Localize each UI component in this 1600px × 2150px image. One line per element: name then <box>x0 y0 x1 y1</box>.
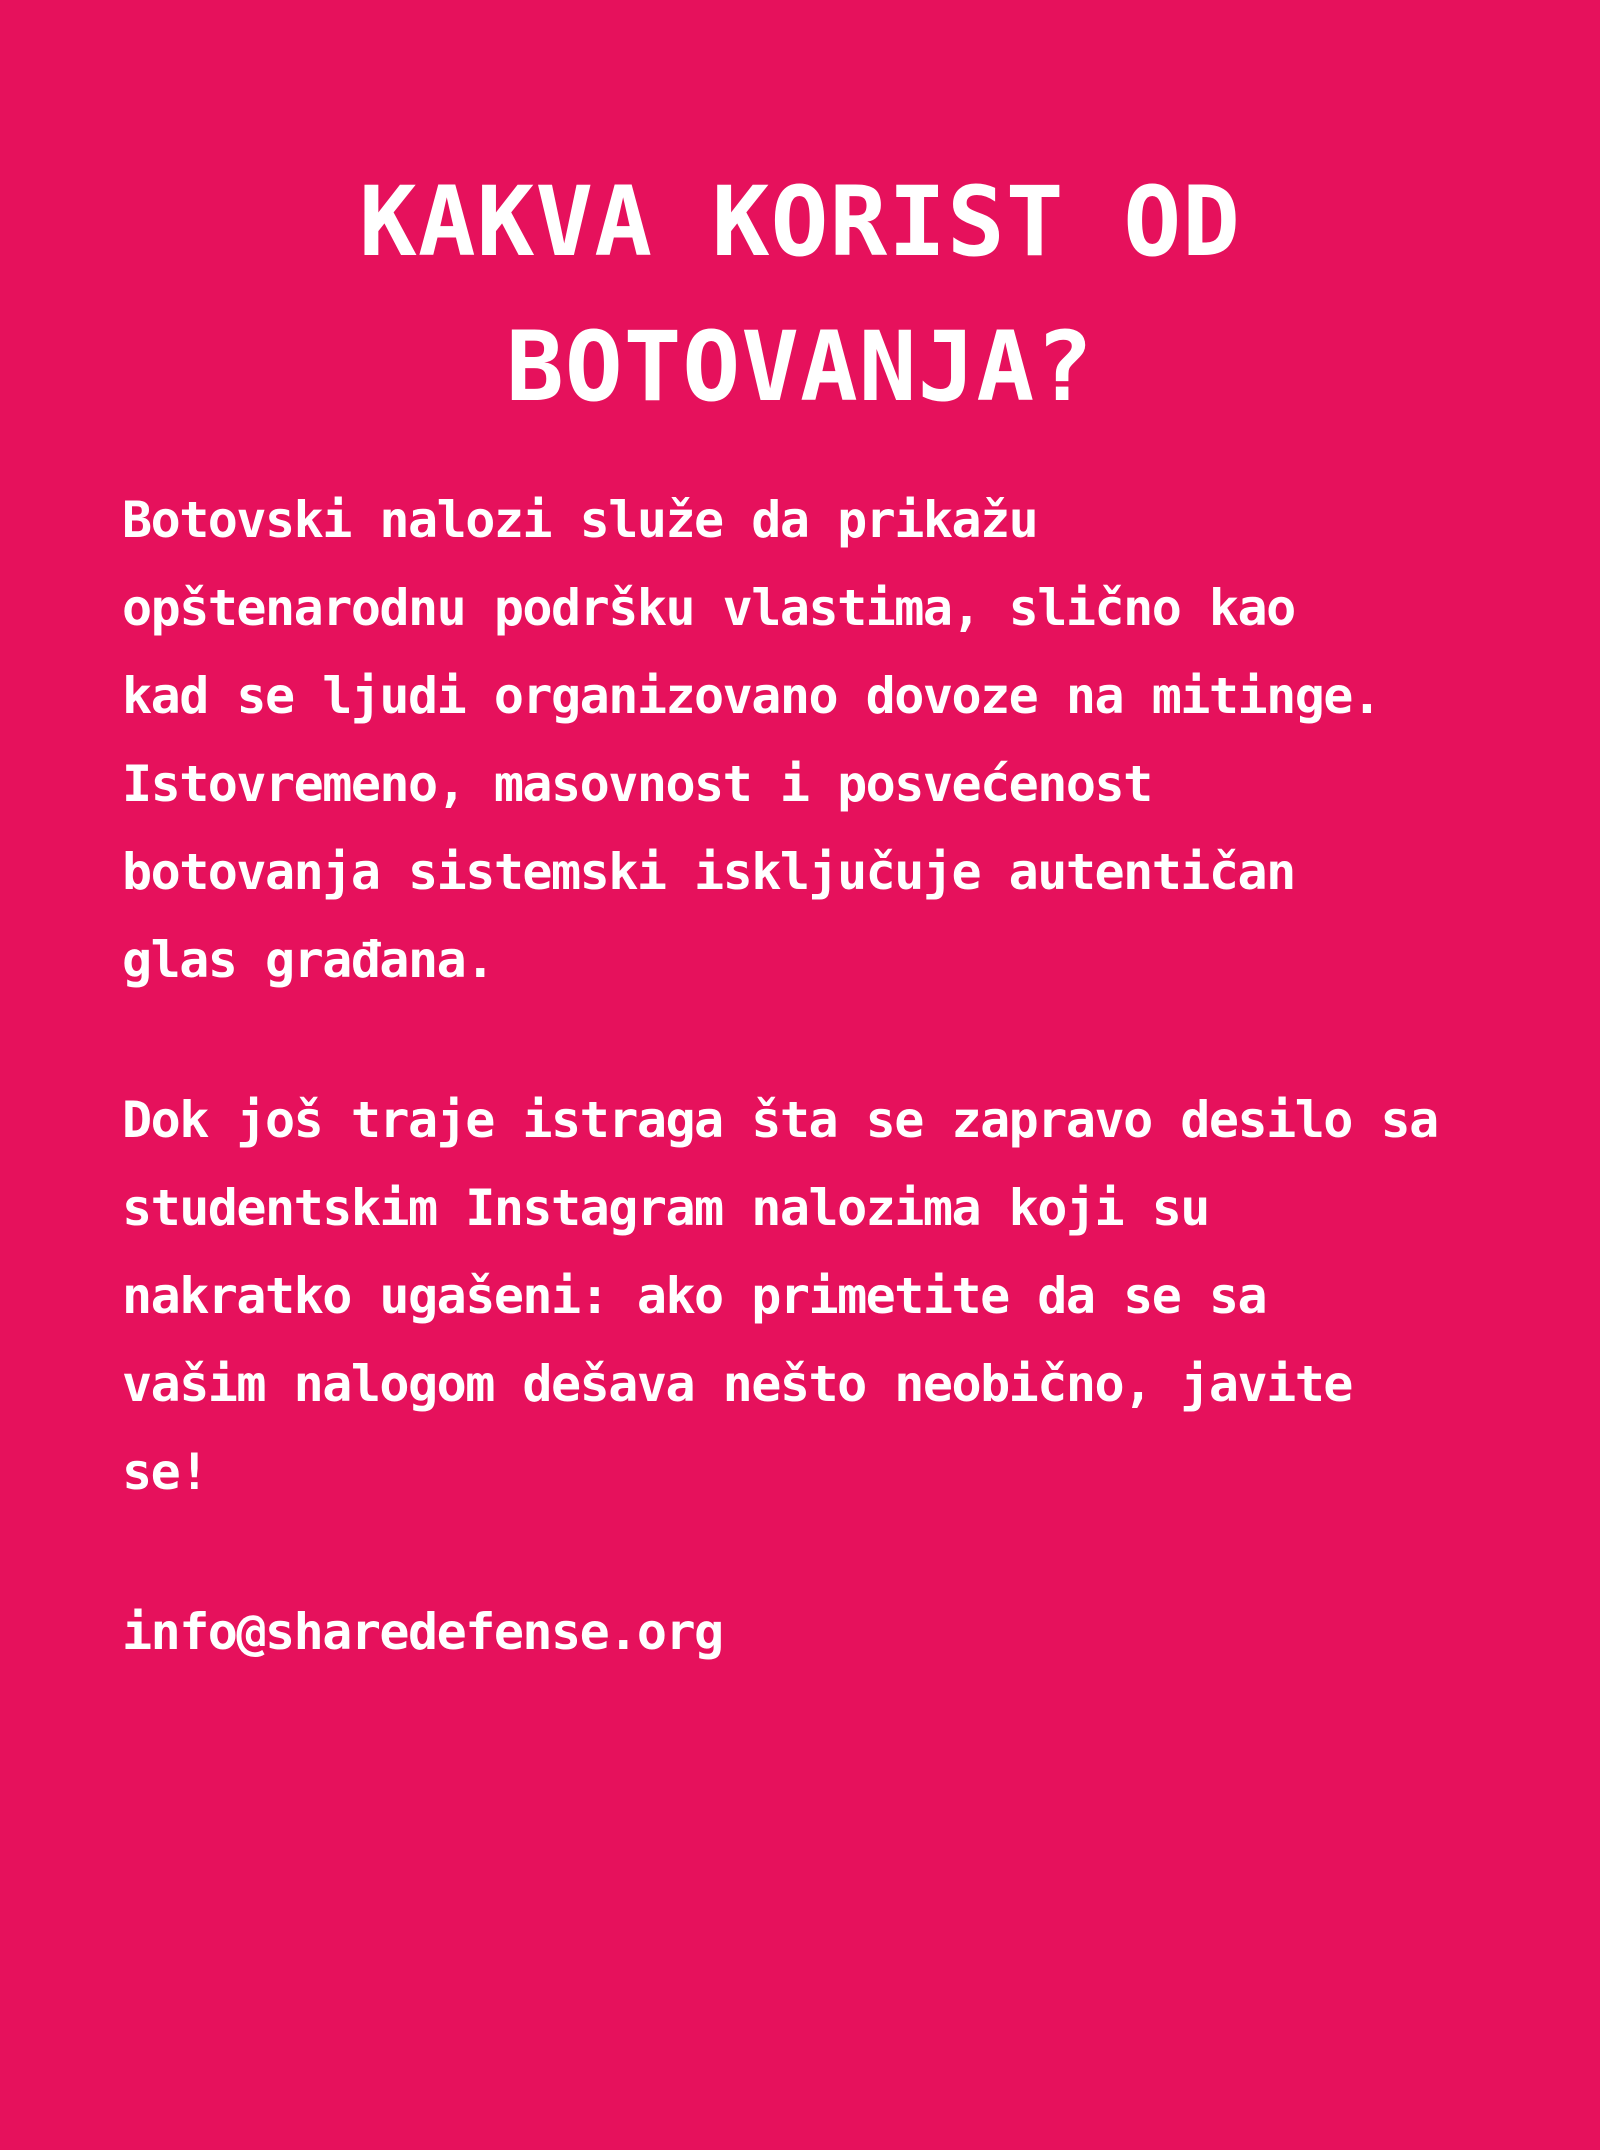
text-line: Dok još traje istraga šta se zapravo desilo sa <box>122 1091 1438 1149</box>
text-line: Botovski nalozi služe da prikažu <box>122 491 1038 549</box>
body-text <box>122 476 1600 1676</box>
text-line: vašim nalogom dešava nešto neobično, javite <box>122 1355 1352 1413</box>
text-line: se! <box>122 1443 208 1501</box>
text-line: BOTOVANJA? <box>506 311 1094 423</box>
page-title <box>0 150 1600 440</box>
paragraph-dok-jos-traje <box>122 1076 1600 1516</box>
text-line: opštenarodnu podršku vlastima, slično kao <box>122 579 1295 637</box>
contact-email: info@sharedefense.org <box>122 1603 723 1661</box>
text-line: KAKVA KORIST OD <box>359 166 1241 278</box>
text-line: nakratko ugašeni: ako primetite da se sa <box>122 1267 1267 1325</box>
text-line: Istovremeno, masovnost i posvećenost <box>122 755 1152 813</box>
poster <box>0 150 1600 2150</box>
text-line: glas građana. <box>122 931 494 989</box>
text-line: botovanja sistemski isključuje autentičan <box>122 843 1295 901</box>
text-line: kad se ljudi organizovano dovoze na mitinge. <box>122 667 1381 725</box>
paragraph-botovski-nalozi <box>122 476 1600 1004</box>
text-line: studentskim Instagram nalozima koji su <box>122 1179 1209 1237</box>
